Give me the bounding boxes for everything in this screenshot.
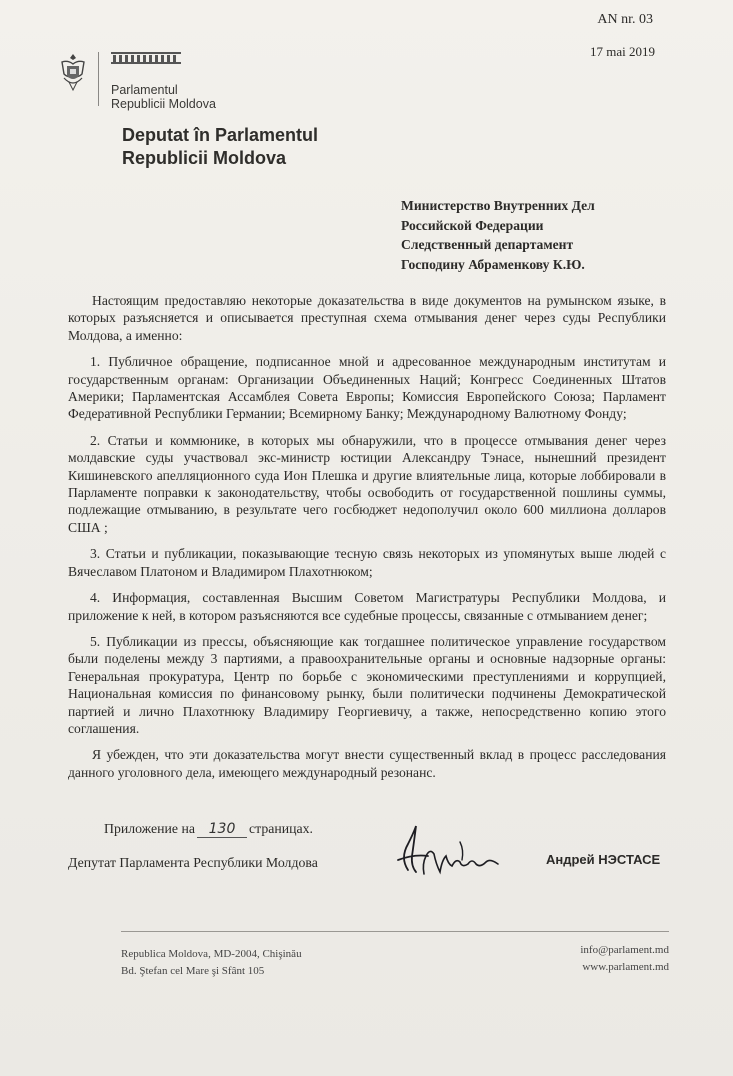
handwritten-signature (394, 820, 504, 882)
deputy-title-line2: Republicii Moldova (122, 148, 287, 168)
footer-divider (121, 931, 669, 932)
footer-address (121, 946, 302, 980)
institution-block (111, 52, 216, 111)
signer-name: Андрей НЭСТАСЕ (546, 852, 661, 867)
footer-email: info@parlament.md (580, 944, 669, 956)
institution-name (111, 83, 216, 111)
attachment-prefix: Приложение на (104, 821, 196, 836)
evidence-item-3: 3. Статьи и публикации, показывающие тесную связь некоторых из упомянутых выше людей с Вячеславом Платоном и Владимиром Плахотнюком; (68, 546, 666, 579)
letter-body (68, 292, 666, 790)
recipient-line2: Российской Федерации (401, 217, 544, 233)
evidence-item-1: 1. Публичное обращение, подписанное мной и адресованное международным институтам и государственным органам: Организации Объединенных Наций; Конгресс Соединенных Штатов Америки; Парламентская Ассамблея Совета Европы; Комиссия Европейского Союза; Парламент Федеративной Республики Германии; Всемирному Банку; Международному Валютному Фонду; (68, 354, 666, 422)
parliament-logo (58, 52, 216, 111)
evidence-item-2: 2. Статьи и коммюнике, в которых мы обнаружили, что в процессе отмывания денег через молдавские суды участвовал экс-министр юстиции Александру Тэнасе, нынешний президент Кишиневского апелляционного суда Ион Плешка и другие влиятельные лица, которые лоббировали в Парламенте поправки к законодательству, чтобы освободить от государственной пошлины суммы, подлежащие отмыванию, в результате чего госбюджет недополучил около 600 миллиона долларов США ; (68, 432, 666, 535)
footer-contact (580, 942, 669, 976)
recipient-line3: Следственный департамент (401, 237, 574, 252)
institution-name-line2: Republicii Moldova (111, 97, 216, 111)
footer-address-line1: Republica Moldova, MD-2004, Chişinău (121, 948, 302, 960)
evidence-item-5: 5. Публикации из прессы, объясняющие как тогдашнее политическое управление государством были поделены между 3 партиями, а правоохранительные органы и основные надзорные органы: Генеральная прокуратура, Центр по борьбе с экономическими преступлениями и коррупцией, Национальная комиссия по финансовому рынку, были политически подчинены Демократической партией и лично Плахотнюку Владимиру Георгиевичу, а также, непосредственно копию этого соглашения. (68, 633, 666, 736)
closing-paragraph: Я убежден, что эти доказательства могут внести существенный вклад в процесс расследования данного уголовного дела, имеющего международный резонанс. (68, 747, 666, 780)
institution-name-line1: Parlamentul (111, 83, 178, 97)
parliament-building-icon (111, 52, 181, 64)
recipient-line1: Министерство Внутренних Дел (401, 198, 595, 213)
deputy-title (122, 124, 318, 170)
attachment-page-count: 130 (197, 821, 247, 838)
reference-number: AN nr. 03 (597, 12, 653, 27)
logo-divider (98, 52, 99, 106)
attachment-line (104, 821, 313, 838)
recipient-block (401, 196, 595, 274)
coat-of-arms-icon (58, 52, 88, 92)
evidence-item-4: 4. Информация, составленная Высшим Советом Магистратуры Республики Молдова, и приложение к ней, в котором разъясняются все судебные процессы, связанные с отмыванием денег; (68, 590, 666, 623)
recipient-line4: Господину Абраменкову К.Ю. (401, 256, 585, 272)
signer-role: Депутат Парламента Республики Молдова (68, 855, 318, 870)
footer-website: www.parlament.md (582, 961, 669, 973)
footer-address-line2: Bd. Ştefan cel Mare şi Sfânt 105 (121, 965, 265, 977)
intro-paragraph: Настоящим предоставляю некоторые доказательства в виде документов на румынском языке, в которых разъясняется и описывается преступная схема отмывания денег через суды Республики Молдова, а именно: (68, 293, 666, 343)
deputy-title-line1: Deputat în Parlamentul (122, 125, 319, 145)
attachment-suffix: страницах. (249, 821, 313, 836)
letter-date: 17 mai 2019 (590, 44, 655, 59)
